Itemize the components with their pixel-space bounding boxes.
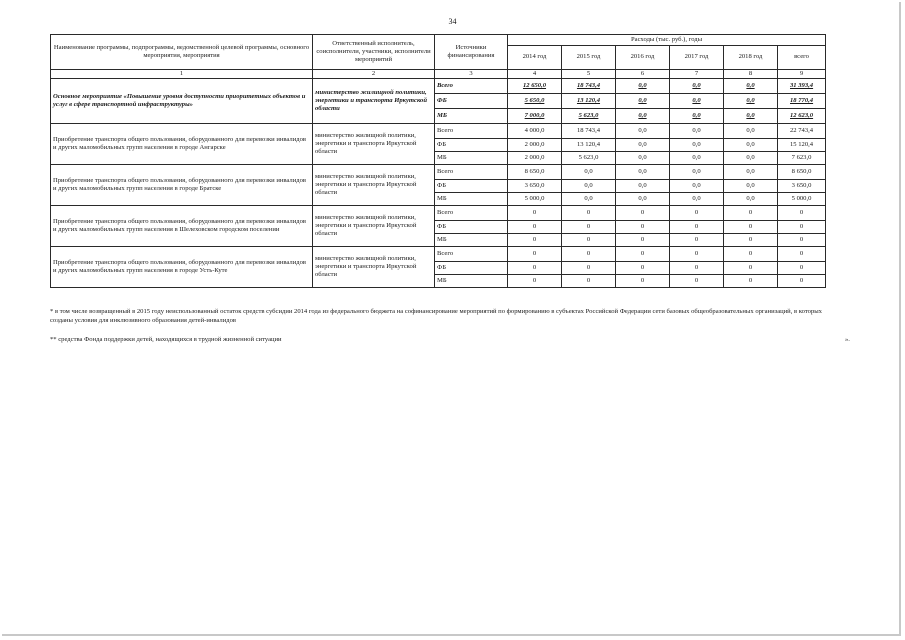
row-value: 0,0 xyxy=(670,109,724,124)
row-value: 0,0 xyxy=(616,180,670,193)
row-name: Приобретение транспорта общего пользования, оборудованного для перевозки инвалидов и других маломобильных групп населения в городе Братске xyxy=(51,165,313,206)
col-number: 9 xyxy=(778,70,826,79)
row-value: 22 743,4 xyxy=(778,124,826,139)
row-value: 4 000,0 xyxy=(508,124,562,139)
row-value: 0 xyxy=(508,262,562,275)
row-source: ФБ xyxy=(435,262,508,275)
row-source: ФБ xyxy=(435,180,508,193)
col-number: 7 xyxy=(670,70,724,79)
row-value: 0 xyxy=(670,234,724,247)
header-year: всего xyxy=(778,46,826,70)
row-executor: министерство жилищной политики, энергетики и транспорта Иркутской области xyxy=(313,247,435,288)
row-value: 0 xyxy=(508,206,562,221)
row-value: 0 xyxy=(778,275,826,288)
row-value: 0,0 xyxy=(724,94,778,109)
row-value: 0 xyxy=(778,247,826,262)
header-source: Источники финансирования xyxy=(435,35,508,70)
row-source: ФБ xyxy=(435,139,508,152)
row-value: 18 743,4 xyxy=(562,124,616,139)
row-source: МБ xyxy=(435,152,508,165)
row-value: 0,0 xyxy=(724,79,778,94)
col-number: 4 xyxy=(508,70,562,79)
row-value: 31 393,4 xyxy=(778,79,826,94)
row-value: 0,0 xyxy=(562,180,616,193)
row-value: 0,0 xyxy=(724,180,778,193)
row-source: МБ xyxy=(435,109,508,124)
row-value: 0 xyxy=(616,221,670,234)
row-value: 0,0 xyxy=(616,79,670,94)
header-name: Наименование программы, подпрограммы, ведомственной целевой программы, основного мероприятия, мероприятия xyxy=(51,35,313,70)
row-value: 0,0 xyxy=(724,109,778,124)
row-value: 0 xyxy=(508,234,562,247)
row-source: Всего xyxy=(435,206,508,221)
row-source: ФБ xyxy=(435,94,508,109)
row-value: 2 000,0 xyxy=(508,152,562,165)
row-value: 8 650,0 xyxy=(508,165,562,180)
header-year: 2015 год xyxy=(562,46,616,70)
col-number: 2 xyxy=(313,70,435,79)
row-value: 0,0 xyxy=(562,193,616,206)
row-value: 0,0 xyxy=(670,165,724,180)
row-value: 0 xyxy=(508,221,562,234)
row-source: МБ xyxy=(435,193,508,206)
row-value: 0 xyxy=(724,247,778,262)
table-row xyxy=(51,165,826,180)
header-year: 2016 год xyxy=(616,46,670,70)
row-value: 0,0 xyxy=(724,165,778,180)
row-value: 0 xyxy=(562,234,616,247)
table-row xyxy=(51,206,826,221)
row-source: ФБ xyxy=(435,221,508,234)
row-value: 18 770,4 xyxy=(778,94,826,109)
row-source: МБ xyxy=(435,275,508,288)
row-value: 0 xyxy=(724,262,778,275)
footnote-2: ** средства Фонда поддержки детей, находящихся в трудной жизненной ситуации xyxy=(50,336,282,343)
row-value: 0 xyxy=(778,262,826,275)
table-row xyxy=(51,79,826,94)
page-number: 34 xyxy=(448,17,457,26)
row-value: 0 xyxy=(562,262,616,275)
row-value: 0 xyxy=(616,262,670,275)
row-executor: министерство жилищной политики, энергетики и транспорта Иркутской области xyxy=(313,124,435,165)
row-value: 0 xyxy=(778,234,826,247)
row-value: 0,0 xyxy=(670,152,724,165)
row-value: 0,0 xyxy=(670,79,724,94)
row-value: 0,0 xyxy=(724,124,778,139)
row-value: 0 xyxy=(616,275,670,288)
col-number: 3 xyxy=(435,70,508,79)
row-value: 0,0 xyxy=(616,124,670,139)
row-value: 0,0 xyxy=(670,180,724,193)
row-value: 7 000,0 xyxy=(508,109,562,124)
row-name: Приобретение транспорта общего пользования, оборудованного для перевозки инвалидов и других маломобильных групп населения в городе Усть-Куте xyxy=(51,247,313,288)
row-source: МБ xyxy=(435,234,508,247)
row-value: 0 xyxy=(616,206,670,221)
row-value: 0,0 xyxy=(616,109,670,124)
budget-table xyxy=(50,34,826,288)
row-value: 0,0 xyxy=(670,193,724,206)
row-value: 0 xyxy=(508,247,562,262)
row-value: 0 xyxy=(670,206,724,221)
row-value: 13 120,4 xyxy=(562,94,616,109)
row-executor: министерство жилищной политики, энергетики и транспорта Иркутской области xyxy=(313,165,435,206)
row-value: 0,0 xyxy=(562,165,616,180)
col-number: 6 xyxy=(616,70,670,79)
row-value: 0,0 xyxy=(616,94,670,109)
row-value: 5 650,0 xyxy=(508,94,562,109)
row-source: Всего xyxy=(435,247,508,262)
row-value: 0 xyxy=(562,206,616,221)
row-value: 0 xyxy=(670,221,724,234)
row-value: 0 xyxy=(670,247,724,262)
row-name: Приобретение транспорта общего пользования, оборудованного для перевозки инвалидов и других маломобильных групп населения в Шелеховском городском поселении xyxy=(51,206,313,247)
row-value: 0 xyxy=(562,275,616,288)
row-value: 0,0 xyxy=(670,124,724,139)
row-value: 12 623,0 xyxy=(778,109,826,124)
row-value: 2 000,0 xyxy=(508,139,562,152)
row-value: 0 xyxy=(724,234,778,247)
row-value: 5 623,0 xyxy=(562,152,616,165)
col-number: 5 xyxy=(562,70,616,79)
row-value: 12 650,0 xyxy=(508,79,562,94)
row-source: Всего xyxy=(435,124,508,139)
row-value: 0 xyxy=(670,262,724,275)
row-value: 0 xyxy=(670,275,724,288)
row-value: 5 623,0 xyxy=(562,109,616,124)
row-value: 0,0 xyxy=(616,165,670,180)
row-value: 0 xyxy=(724,275,778,288)
row-value: 13 120,4 xyxy=(562,139,616,152)
col-number: 8 xyxy=(724,70,778,79)
row-value: 0 xyxy=(616,234,670,247)
row-executor: министерство жилищной политики, энергетики и транспорта Иркутской области xyxy=(313,206,435,247)
row-value: 0 xyxy=(724,206,778,221)
row-source: Всего xyxy=(435,79,508,94)
row-value: 5 000,0 xyxy=(508,193,562,206)
row-value: 0 xyxy=(778,206,826,221)
row-value: 0,0 xyxy=(616,139,670,152)
col-number: 1 xyxy=(51,70,313,79)
row-value: 0 xyxy=(778,221,826,234)
row-value: 0,0 xyxy=(724,193,778,206)
row-value: 15 120,4 xyxy=(778,139,826,152)
margin-mark: ». xyxy=(845,336,850,343)
row-value: 5 000,0 xyxy=(778,193,826,206)
footnote-1: * в том числе возвращенный в 2015 году неиспользованный остаток средств субсидии 2014 года из федерального бюджета на софинансирование мероприятий по формированию в субъектах Российской Федерации сети базовых общеобразовательных организаций, в которых созданы условия для инклюзивного образования детей-инвалидов xyxy=(50,308,822,324)
row-value: 3 650,0 xyxy=(508,180,562,193)
header-year: 2014 год xyxy=(508,46,562,70)
row-value: 3 650,0 xyxy=(778,180,826,193)
table-row xyxy=(51,124,826,139)
header-expenses: Расходы (тыс. руб.), годы xyxy=(508,35,826,46)
row-name: Приобретение транспорта общего пользования, оборудованного для перевозки инвалидов и других маломобильных групп населения в городе Ангарске xyxy=(51,124,313,165)
row-value: 0,0 xyxy=(670,139,724,152)
row-value: 0,0 xyxy=(616,152,670,165)
row-value: 7 623,0 xyxy=(778,152,826,165)
row-value: 0,0 xyxy=(724,139,778,152)
row-value: 18 743,4 xyxy=(562,79,616,94)
header-year: 2017 год xyxy=(670,46,724,70)
header-year: 2018 год xyxy=(724,46,778,70)
row-executor: министерство жилищной политики, энергетики и транспорта Иркутской области xyxy=(313,79,435,124)
row-value: 8 650,0 xyxy=(778,165,826,180)
header-executor: Ответственный исполнитель, соисполнители, участники, исполнители мероприятий xyxy=(313,35,435,70)
row-value: 0 xyxy=(562,221,616,234)
row-value: 0 xyxy=(562,247,616,262)
row-value: 0 xyxy=(616,247,670,262)
row-value: 0 xyxy=(508,275,562,288)
table-row xyxy=(51,247,826,262)
row-value: 0 xyxy=(724,221,778,234)
row-value: 0,0 xyxy=(616,193,670,206)
row-name: Основное мероприятие «Повышение уровня доступности приоритетных объектов и услуг в сфере транспортной инфраструктуры» xyxy=(51,79,313,124)
row-source: Всего xyxy=(435,165,508,180)
row-value: 0,0 xyxy=(670,94,724,109)
row-value: 0,0 xyxy=(724,152,778,165)
